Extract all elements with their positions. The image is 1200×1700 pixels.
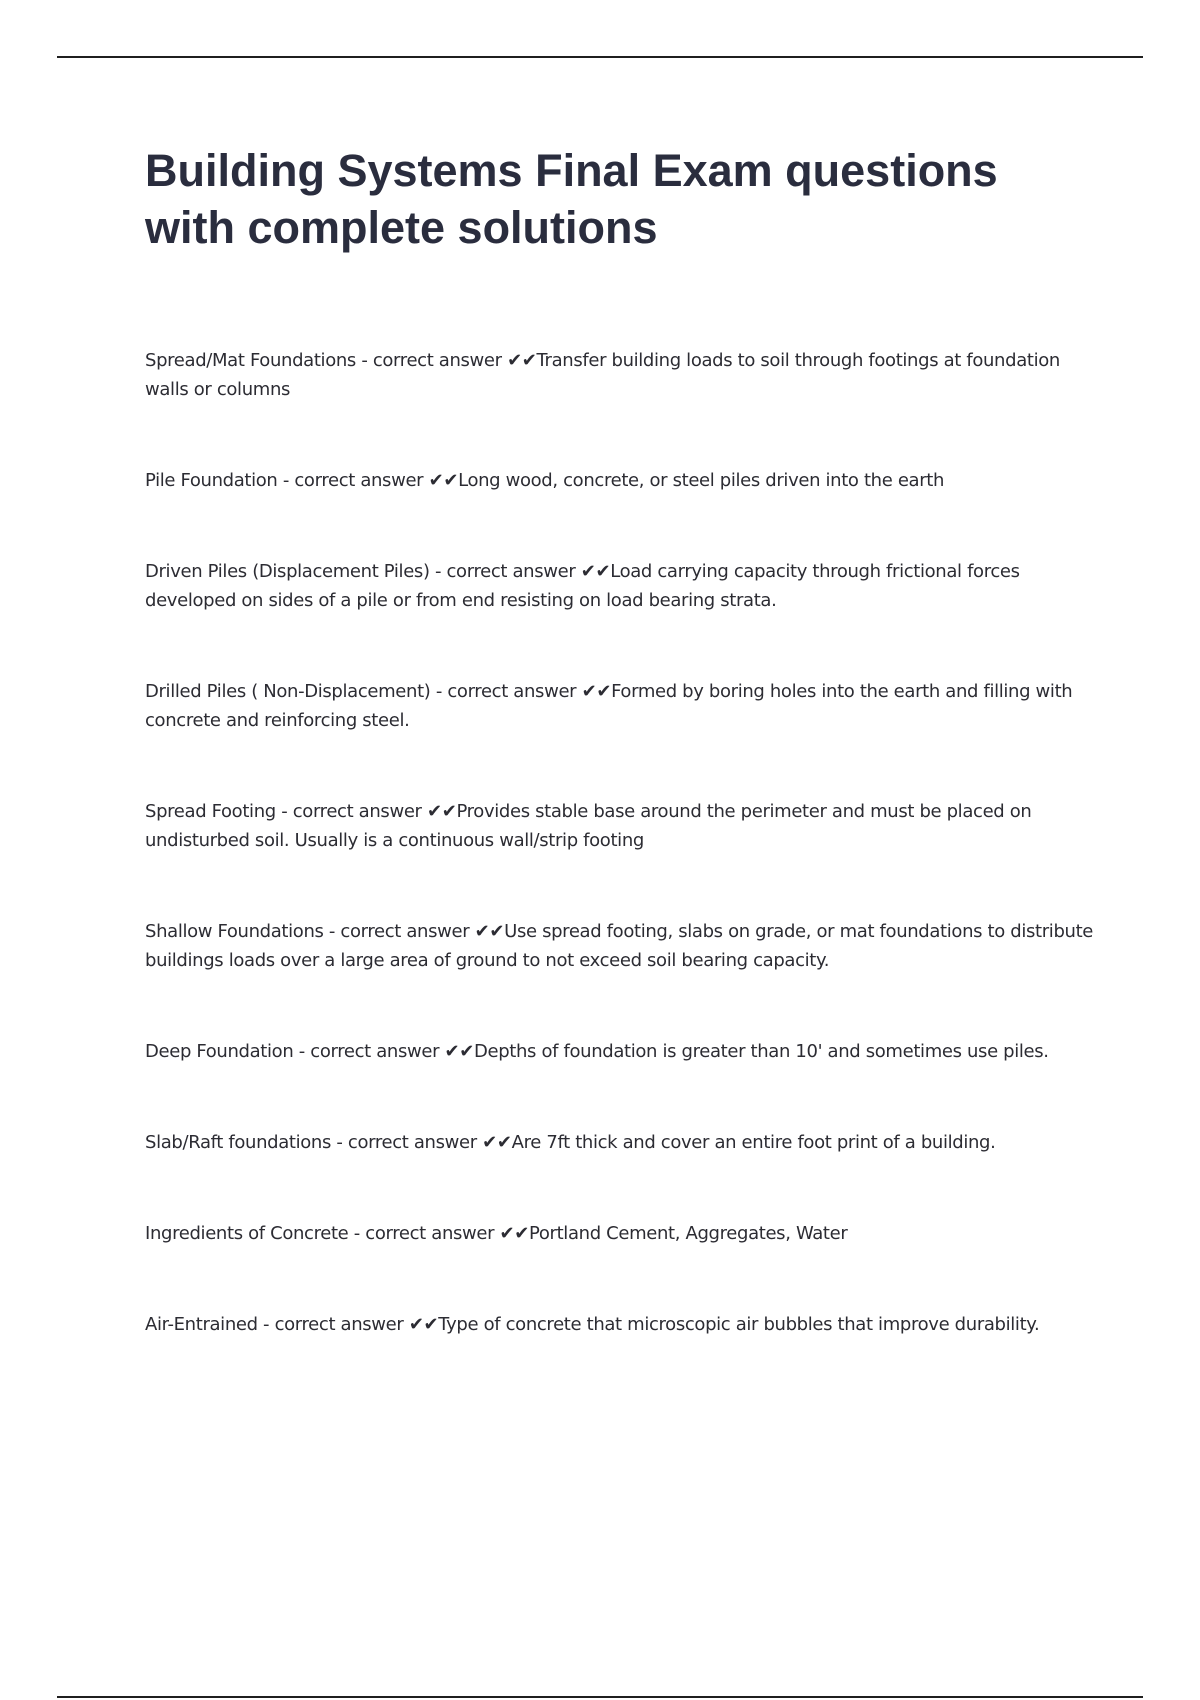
qa-answer: Are 7ft thick and cover an entire foot print of a building. (511, 1132, 996, 1153)
qa-answer: Use spread footing, slabs on grade, or mat foundations to distribute buildings loads over a large area of ground to not exceed soil bearing capacity. (145, 921, 1094, 971)
qa-item (145, 466, 1105, 557)
qa-term: Spread/Mat Foundations (145, 350, 356, 371)
check-icon: ✔✔ (408, 1314, 439, 1335)
qa-term: Pile Foundation (145, 470, 278, 491)
qa-answer: Formed by boring holes into the earth and filling with concrete and reinforcing steel. (145, 681, 1073, 731)
qa-term: Shallow Foundations (145, 921, 324, 942)
qa-term: Drilled Piles ( Non-Displacement) (145, 681, 431, 702)
qa-answer: Transfer building loads to soil through footings at foundation walls or columns (145, 350, 1060, 400)
qa-answer: Long wood, concrete, or steel piles driven into the earth (458, 470, 945, 491)
check-icon: ✔✔ (482, 1132, 512, 1153)
page-title: Building Systems Final Exam questions with complete solutions (145, 145, 998, 253)
qa-term: Slab/Raft foundations (145, 1132, 332, 1153)
check-icon: ✔✔ (507, 350, 537, 371)
qa-separator: - correct answer (348, 1223, 500, 1244)
qa-list (145, 346, 1105, 1401)
qa-separator: - correct answer (355, 350, 508, 371)
qa-separator: - correct answer (293, 1041, 445, 1062)
check-icon: ✔✔ (428, 470, 459, 491)
qa-item (145, 677, 1105, 797)
check-icon: ✔✔ (580, 561, 611, 582)
qa-item (145, 1219, 1105, 1310)
qa-answer: Provides stable base around the perimeter and must be placed on undisturbed soil. Usually is a continuous wall/strip footing (145, 801, 1032, 851)
qa-term: Spread Footing (145, 801, 276, 822)
qa-separator: - correct answer (257, 1314, 409, 1335)
qa-item (145, 1037, 1105, 1128)
qa-answer: Depths of foundation is greater than 10' and sometimes use piles. (473, 1041, 1049, 1062)
qa-item (145, 346, 1105, 466)
qa-answer: Portland Cement, Aggregates, Water (529, 1223, 848, 1244)
qa-separator: - correct answer (323, 921, 475, 942)
qa-term: Deep Foundation (145, 1041, 294, 1062)
qa-separator: - correct answer (331, 1132, 483, 1153)
bottom-divider (57, 1696, 1143, 1698)
qa-item (145, 1128, 1105, 1219)
qa-separator: - correct answer (430, 681, 582, 702)
top-divider (57, 56, 1143, 58)
check-icon: ✔✔ (426, 801, 457, 822)
qa-separator: - correct answer (275, 801, 427, 822)
check-icon: ✔✔ (474, 921, 505, 942)
check-icon: ✔✔ (444, 1041, 474, 1062)
check-icon: ✔✔ (581, 681, 612, 702)
check-icon: ✔✔ (499, 1223, 530, 1244)
qa-item (145, 797, 1105, 917)
qa-term: Air-Entrained (145, 1314, 258, 1335)
qa-term: Ingredients of Concrete (145, 1223, 349, 1244)
qa-separator: - correct answer (277, 470, 429, 491)
qa-term: Driven Piles (Displacement Piles) (145, 561, 430, 582)
qa-separator: - correct answer (429, 561, 581, 582)
qa-item (145, 1310, 1105, 1401)
qa-answer: Load carrying capacity through frictional forces developed on sides of a pile or from end resisting on load bearing strata. (145, 561, 1020, 611)
qa-item (145, 917, 1105, 1037)
qa-answer: Type of concrete that microscopic air bubbles that improve durability. (438, 1314, 1040, 1335)
qa-item (145, 557, 1105, 677)
